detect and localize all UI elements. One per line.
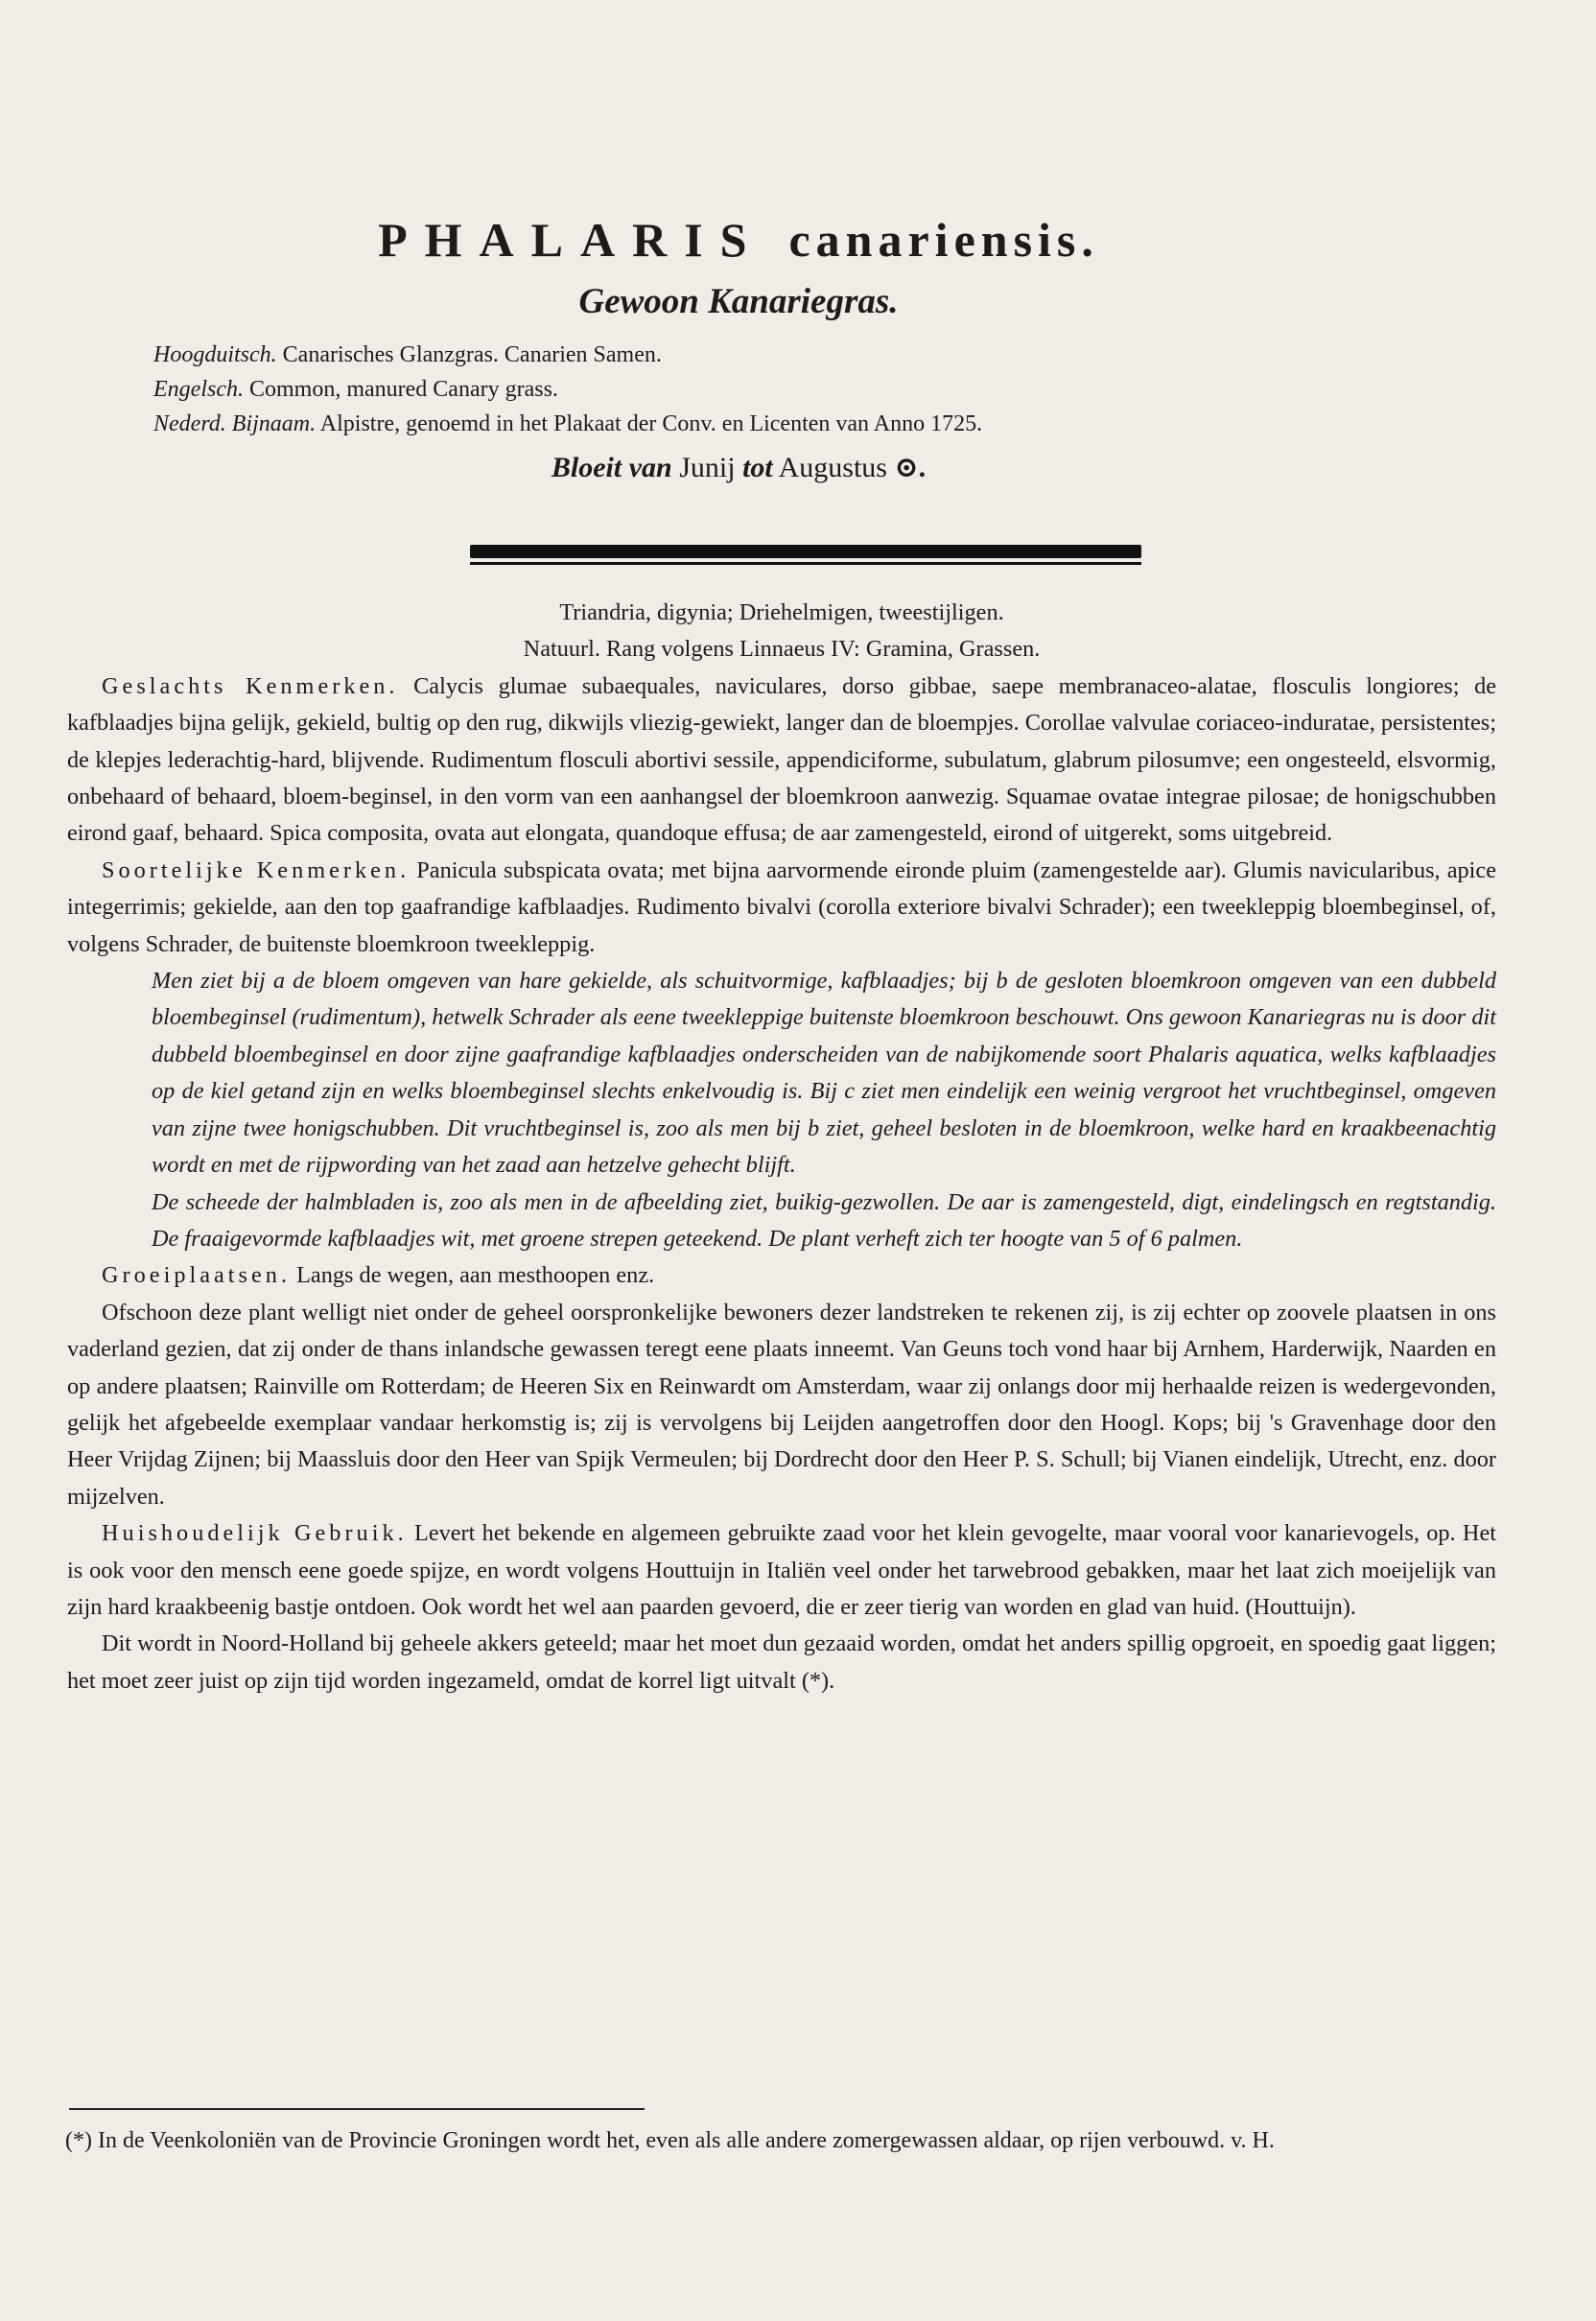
genus-characters <box>67 668 1496 853</box>
bloom-end: Augustus <box>778 452 887 483</box>
section-heading: Groeiplaatsen. <box>102 1262 292 1289</box>
section-text: Levert het bekende en algemeen gebruikte zaad voor het klein gevogelte, maar vooral voor kanarievogels, op. Het is ook voor den mensch eene goede spijze, en wordt volgens Houttuijn in Italiën veel onder het tarwebrood gebakken, maar het laat zich moeijelijk van zijn hard kraakbeenig bastje ontdoen. Ook wordt het wel aan paarden gevoerd, die er zeer tierig van worden en glad van huid. (Houttuijn). <box>67 1520 1496 1620</box>
annual-symbol-icon: ⊙. <box>894 452 927 483</box>
name-lang: Nederd. Bijnaam. <box>153 411 317 436</box>
name-line-dutch <box>153 407 1324 441</box>
body-text <box>67 595 1496 1700</box>
name-line-english <box>153 372 1324 407</box>
footnote-divider <box>69 2108 645 2110</box>
name-text: Common, manured Canary grass. <box>248 377 558 402</box>
economic-use <box>67 1515 1496 1626</box>
section-heading: Huishoudelijk Gebruik. <box>102 1520 408 1547</box>
divider-thin <box>470 562 1141 565</box>
title-genus: PHALARIS <box>378 213 764 267</box>
section-heading: Geslachts Kenmerken. <box>102 672 399 699</box>
title-species: canariensis. <box>788 213 1099 267</box>
name-text: Alpistre, genoemd in het Plakaat der Conv. en Licenten van Anno 1725. <box>319 411 983 436</box>
name-lang: Hoogduitsch. <box>153 342 277 367</box>
section-text: Langs de wegen, aan mesthoopen enz. <box>296 1262 655 1289</box>
bloom-to: tot <box>742 452 773 483</box>
name-text: Canarisches Glanzgras. Canarien Samen. <box>282 342 662 367</box>
section-text: Calycis glumae subaequales, naviculares, dorso gibbae, saepe membranaceo-alatae, flosculis longiores; de kafblaadjes bijna gelijk, gekield, bultig op den rug, dikwijls vliezig-gewiekt, langer dan de bloempjes. Corollae valvulae coriaceo-induratae, persistentes; de klepjes lederachtig-hard, blijvende. Rudimentum flosculi abortivi sessile, appendiciforme, subulatum, glabrum pilosumve; een ongesteeld, elsvormig, onbehaard of behaard, bloem-beginsel, in den vorm van een aanhangsel der bloemkroon aanwezig. Squamae ovatae integrae pilosae; de honigschubben eirond gaaf, behaard. Spica composita, ovata aut elongata, quandoque effusa; de aar zamengesteld, eirond of uitgerekt, soms uitgebreid. <box>67 672 1496 847</box>
footnote: (*) In de Veenkoloniën van de Provincie Groningen wordt het, even als alle andere zomergewassen aldaar, op rijen verbouwd. v. H. <box>65 2128 1275 2153</box>
figure-explanation: Men ziet bij a de bloem omgeven van hare gekielde, als schuitvormige, kafblaadjes; bij b de gesloten bloemkroon omgeven van een dubbeld bloembeginsel (rudimentum), hetwelk Schrader als eene tweekleppige buitenste bloemkroon beschouwt. Ons gewoon Kanariegras nu is door dit dubbeld bloembeginsel en door zijne gaafrandige kafblaadjes onderscheiden van de nabijkomende soort Phalaris aquatica, welks kafblaadjes op de kiel getand zijn en welks bloembeginsel slechts enkelvoudig is. Bij c ziet men eindelijk een weinig vergroot het vruchtbeginsel, omgeven van zijne twee honigschubben. Dit vruchtbeginsel is, zoo als men bij b ziet, geheel besloten in de bloemkroon, welke hard en kraakbeenachtig wordt en met de rijpwording van het zaad aan hetzelve gehecht blijft. <box>152 968 1496 1179</box>
divider-thick <box>470 545 1141 558</box>
common-names <box>153 338 1324 441</box>
bloom-start: Junij <box>679 452 736 483</box>
natural-rank-line: Natuurl. Rang volgens Linnaeus IV: Gramina, Grassen. <box>523 636 1041 663</box>
distribution-text: Ofschoon deze plant welligt niet onder de geheel oorspronkelijke bewoners dezer landstreken te rekenen zij, is zij echter op zoovele plaatsen in ons vaderland gezien, dat zij onder de thans inlandsche gewassen teregt eene plaats inneemt. Van Geuns toch vond haar bij Arnhem, Harderwijk, Naarden en op andere plaatsen; Rainville om Rotterdam; de Heeren Six en Reinwardt om Amsterdam, waar zij onlangs door mij herhaalde reizen is wedergevonden, gelijk het afgebeelde exemplaar vandaar herkomstig is; zij is vervolgens bij Leijden aangetroffen door den Hoogl. Kops; bij 's Gravenhage door den Heer Vrijdag Zijnen; bij Maassluis door den Heer van Spijk Vermeulen; bij Dordrecht door den Heer P. S. Schull; bij Vianen eindelijk, Utrecht, enz. door mijzelven. <box>67 1299 1496 1510</box>
cultivation-text: Dit wordt in Noord-Holland bij geheele akkers geteeld; maar het moet dun gezaaid worden, omdat het anders spillig opgroeit, en spoedig gaat liggen; het moet zeer juist op zijn tijd worden ingezameld, omdat de korrel ligt uitvalt (*). <box>67 1630 1496 1694</box>
header <box>153 213 1324 484</box>
classification-line: Triandria, digynia; Driehelmigen, tweestijligen. <box>559 599 1004 625</box>
bloom-label: Bloeit van <box>551 452 672 483</box>
page-subtitle: Gewoon Kanariegras. <box>578 282 899 321</box>
species-characters <box>67 853 1496 963</box>
section-heading: Soortelijke Kenmerken. <box>102 856 411 883</box>
bloom-period <box>153 451 1324 484</box>
name-line-german <box>153 338 1324 372</box>
section-text: Panicula subspicata ovata; met bijna aarvormende eironde pluim (zamengestelde aar). Glumis navicularibus, apice integerrimis; gekielde, aan den top gaafrandige kafblaadjes. Rudimento bivalvi (corolla exteriore bivalvi Schrader); een tweekleppig bloembeginsel, of, volgens Schrader, de buitenste bloemkroon tweekleppig. <box>67 856 1496 957</box>
page-title <box>153 213 1324 267</box>
habitat <box>67 1257 1496 1294</box>
plant-description: De scheede der halmbladen is, zoo als men in de afbeelding ziet, buikig-gezwollen. De aar is zamengesteld, digt, eindelingsch en regtstandig. De fraaigevormde kafblaadjes wit, met groene strepen geteekend. De plant verheft zich ter hoogte van 5 of 6 palmen. <box>152 1188 1496 1252</box>
name-lang: Engelsch. <box>153 377 244 402</box>
